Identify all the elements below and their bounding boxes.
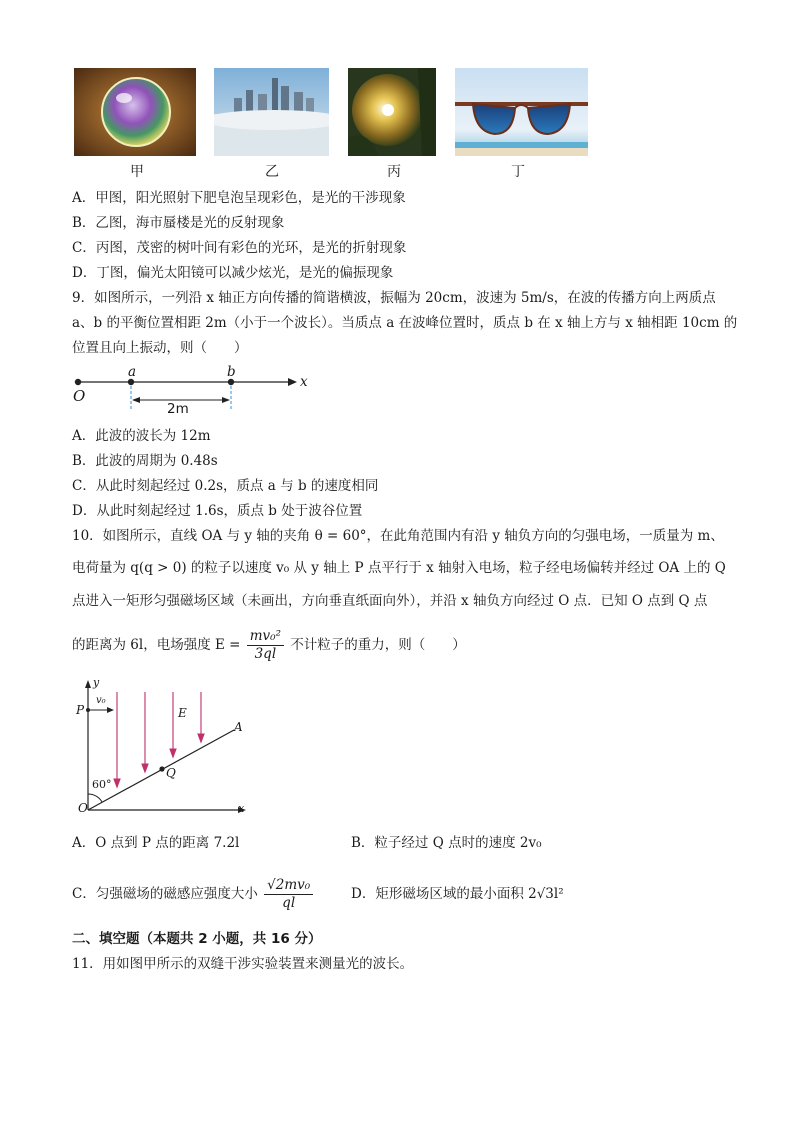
q9-wave-axis-figure — [70, 362, 320, 420]
q8-option-d: D．丁图，偏光太阳镜可以减少炫光，是光的偏振现象 — [72, 265, 394, 281]
mirage-image — [214, 68, 329, 156]
photo-sunglasses — [455, 68, 588, 156]
q8-option-b: B．乙图，海市蜃楼是光的反射现象 — [72, 215, 285, 231]
label-angle: 60° — [92, 778, 112, 791]
magnetic-fraction-numerator: √2mv₀ — [264, 877, 313, 895]
q9-stem-line2: a、b 的平衡位置相距 2m（小于一个波长）。当质点 a 在波峰位置时，质点 b 在 x 轴上方与 x 轴相距 10cm 的 — [72, 315, 738, 331]
velocity-arrowhead — [107, 707, 114, 713]
field-strength-fraction — [247, 628, 284, 663]
q9-stem-line1: 9．如图所示，一列沿 x 轴正方向传播的简谐横波，振幅为 20cm，波速为 5m/s，在波的传播方向上两质点 — [72, 290, 716, 306]
label-Q: Q — [166, 766, 176, 780]
fraction-denominator: 3ql — [254, 646, 277, 662]
distance-arrow-right — [222, 397, 230, 403]
electric-field-lines — [114, 692, 204, 787]
leaves-halo-image — [348, 68, 436, 156]
x-axis-arrow — [288, 378, 297, 386]
label-P: P — [76, 703, 85, 717]
label-b: b — [227, 364, 236, 380]
q10-stem-line3: 点进入一矩形匀强磁场区域（未画出，方向垂直纸面向外），并沿 x 轴负方向经过 O 点．已知 O 点到 Q 点 — [72, 593, 708, 609]
q9-option-b: B．此波的周期为 0.48s — [72, 453, 218, 469]
label-a: a — [128, 364, 137, 380]
origin-dot — [75, 379, 81, 385]
label-y-axis: y — [93, 676, 100, 689]
q8-option-c: C．丙图，茂密的树叶间有彩色的光环，是光的折射现象 — [72, 240, 407, 256]
q10-option-d: D．矩形磁场区域的最小面积 2√3l² — [351, 886, 564, 902]
label-x-q10: x — [238, 802, 245, 815]
soap-bubble-image — [74, 68, 196, 156]
section-heading-fill-in: 二、填空题（本题共 2 小题，共 16 分） — [72, 931, 322, 947]
q10-line4-prefix: 的距离为 6l，电场强度 E = — [72, 637, 241, 653]
q10-stem-line2: 电荷量为 q(q > 0) 的粒子以速度 v₀ 从 y 轴上 P 点平行于 x 轴射入电场，粒子经电场偏转并经过 OA 上的 Q — [72, 560, 726, 576]
q9-option-d: D．从此时刻起经过 1.6s，质点 b 处于波谷位置 — [72, 503, 363, 519]
q10-stem-line4 — [72, 626, 466, 664]
label-A: A — [234, 720, 243, 734]
q9-option-a: A．此波的波长为 12m — [72, 428, 211, 444]
photo-soap-bubble — [74, 68, 196, 156]
q9-option-c: C．从此时刻起经过 0.2s，质点 a 与 b 的速度相同 — [72, 478, 379, 494]
point-P-dot — [86, 708, 90, 712]
magnetic-field-fraction — [264, 877, 313, 912]
photo-leaves-halo — [348, 68, 436, 156]
caption-ding: 丁 — [511, 164, 525, 180]
point-Q-dot — [159, 766, 164, 771]
label-E: E — [178, 706, 187, 720]
y-axis-arrow — [85, 680, 91, 688]
caption-jia: 甲 — [130, 164, 144, 180]
label-x-axis: x — [300, 374, 308, 390]
q10-option-c — [72, 874, 315, 914]
q10-option-b: B．粒子经过 Q 点时的速度 2v₀ — [351, 835, 542, 851]
q8-option-a: A．甲图，阳光照射下肥皂泡呈现彩色，是光的干涉现象 — [72, 190, 406, 206]
q9-stem-line3: 位置且向上振动，则（ ） — [72, 340, 248, 356]
label-origin: O — [73, 387, 86, 405]
q11-stem: 11．用如图甲所示的双缝干涉实验装置来测量光的波长。 — [72, 956, 414, 972]
label-v0: v₀ — [96, 695, 106, 706]
q10-stem-line1: 10．如图所示，直线 OA 与 y 轴的夹角 θ = 60°，在此角范围内有沿 y 轴负方向的匀强电场，一质量为 m、 — [72, 528, 724, 544]
photo-mirage-city — [214, 68, 329, 156]
fraction-numerator: mv₀² — [247, 628, 284, 646]
q10-option-c-text: C．匀强磁场的磁感应强度大小 — [72, 886, 258, 902]
caption-bing: 丙 — [387, 164, 401, 180]
label-O: O — [78, 801, 88, 815]
caption-yi: 乙 — [265, 164, 279, 180]
sunglasses-image — [455, 68, 588, 156]
label-distance: 2m — [167, 401, 189, 417]
q10-option-a: A．O 点到 P 点的距离 7.2l — [72, 835, 240, 851]
distance-arrow-left — [132, 397, 140, 403]
magnetic-fraction-denominator: ql — [282, 895, 296, 911]
angle-arc — [88, 794, 102, 802]
q10-line4-suffix: 不计粒子的重力，则（ ） — [290, 637, 466, 653]
